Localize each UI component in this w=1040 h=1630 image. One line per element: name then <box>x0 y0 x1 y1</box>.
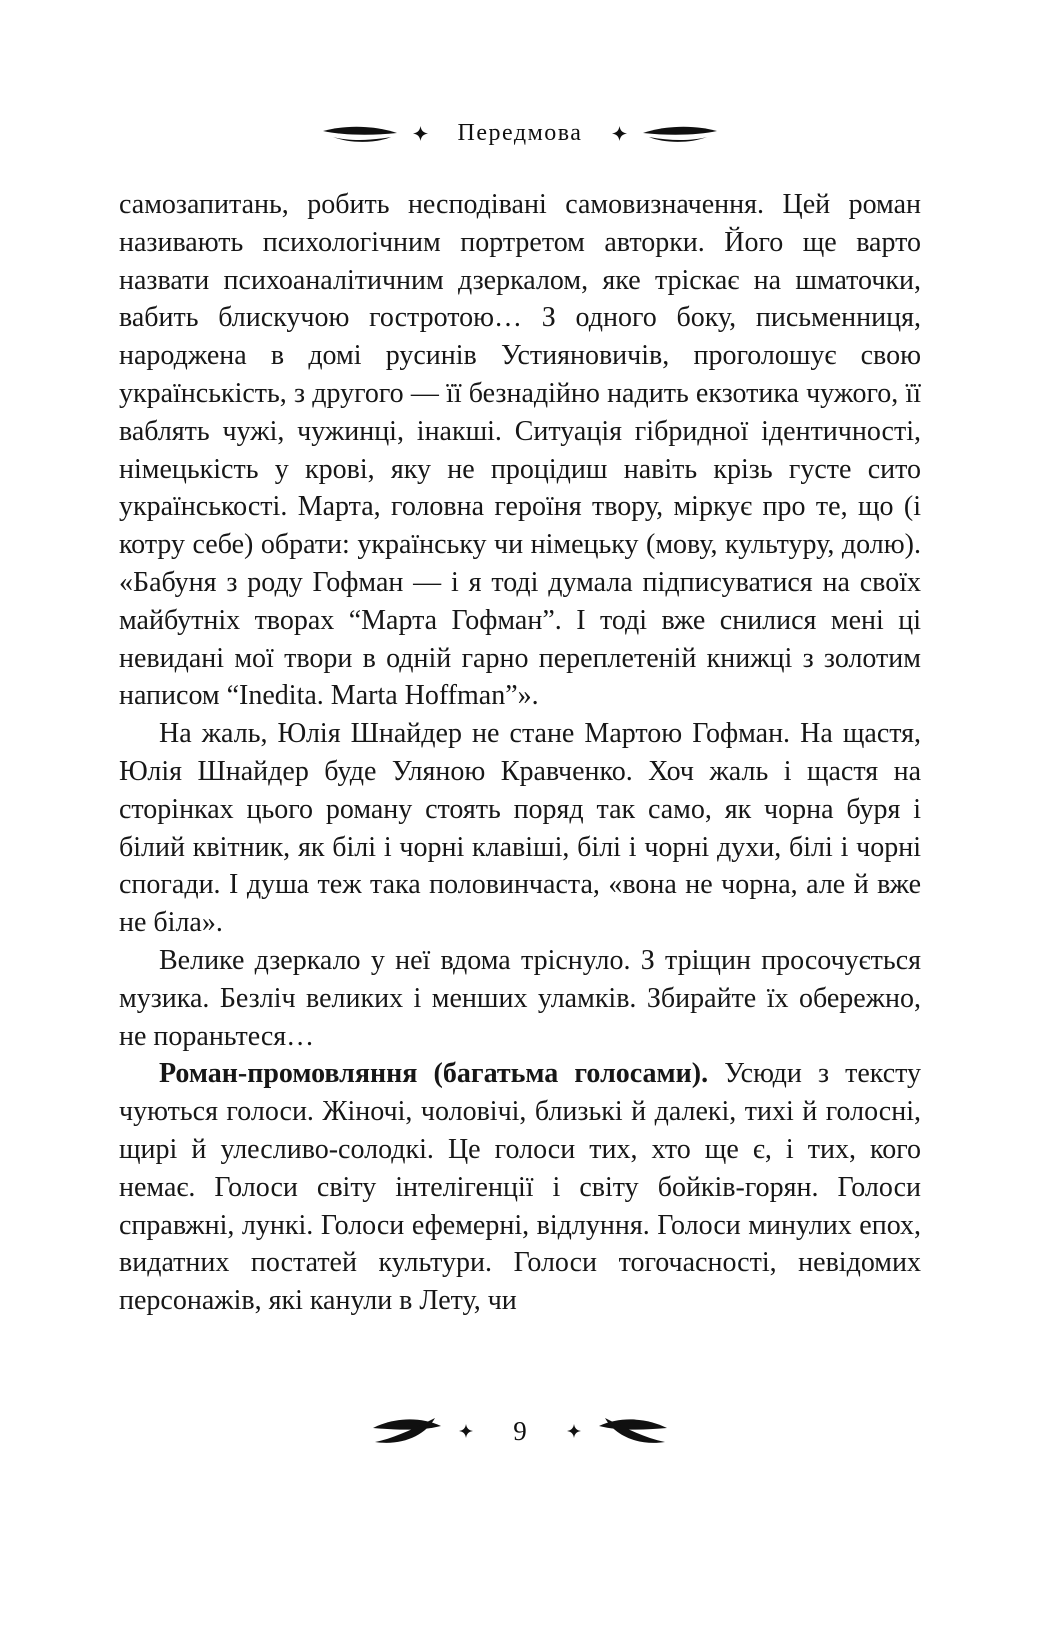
diamond-icon <box>612 126 627 141</box>
leaf-flourish-left-icon <box>371 1414 443 1448</box>
page-footer <box>0 1414 1040 1448</box>
chapter-title: Передмова <box>457 120 583 146</box>
paragraph <box>119 1055 921 1320</box>
diamond-icon <box>567 1424 581 1438</box>
leaf-flourish-right-icon <box>641 124 719 144</box>
chapter-header <box>0 120 1040 147</box>
paragraph: На жаль, Юлія Шнайдер не стане Мартою Гофман. На щастя, Юлія Шнайдер буде Уляною Кравченко. Хоч жаль і щастя на сторінках цього роману стоять поряд так само, як чорна буря і білий квітник, як білі і чорні клавіші, білі і чорні духи, білі і чорні спогади. І душа теж така половинчаста, «вона не чорна, але й вже не біла». <box>119 718 921 939</box>
paragraph: самозапитань, робить несподівані самовизначення. Цей роман називають психологічним портретом авторки. Його ще варто назвати психоаналітичним дзеркалом, яке тріскає на шматочки, вабить блискучою гостротою… З одного боку, письменниця, народжена в домі русинів Устияновичів, проголошує свою українськість, з другого — її безнадійно надить екзотика чужого, її ваблять чужі, чужинці, інакші. Ситуація гібридної ідентичності, німецькість у крові, яку не процідиш навіть крізь густе сито українськості. Марта, головна героїня твору, міркує про те, що (і котру себе) обрати: українську чи німецьку (мову, культуру, долю). «Бабуня з роду Гофман — і я тоді думала підписуватися на своїх майбутніх творах “Марта Гофман”. І тоді вже снилися мені ці невидані мої твори в одній гарно переплетеній книжці з золотим написом “Inedita. Marta Hoffman”». <box>119 189 921 712</box>
leaf-flourish-left-icon <box>321 124 399 144</box>
paragraph-lead: Роман-промовляння (багатьма голосами). <box>159 1058 709 1090</box>
page-number: 9 <box>513 1415 527 1446</box>
paragraph-text: Усюди з тексту чуються голоси. Жіночі, чоловічі, близькі й далекі, тихі й голосні, щирі й улесливо-солодкі. Це голоси тих, хто ще є, і тих, кого немає. Голоси світу інтелігенції і світу бойків-горян. Голоси справжні, лункі. Голоси ефемерні, відлуння. Голоси минулих епох, видатних постатей культури. Голоси тогочасності, невідомих персонажів, які канули в Лету, чи <box>119 1058 921 1317</box>
leaf-flourish-right-icon <box>597 1414 669 1448</box>
paragraph: Велике дзеркало у неї вдома тріснуло. З тріщин просочується музика. Безліч великих і менших уламків. Збирайте їх обережно, не пораньтеся… <box>119 944 921 1052</box>
diamond-icon <box>413 126 428 141</box>
diamond-icon <box>459 1424 473 1438</box>
body-text <box>119 186 921 1320</box>
